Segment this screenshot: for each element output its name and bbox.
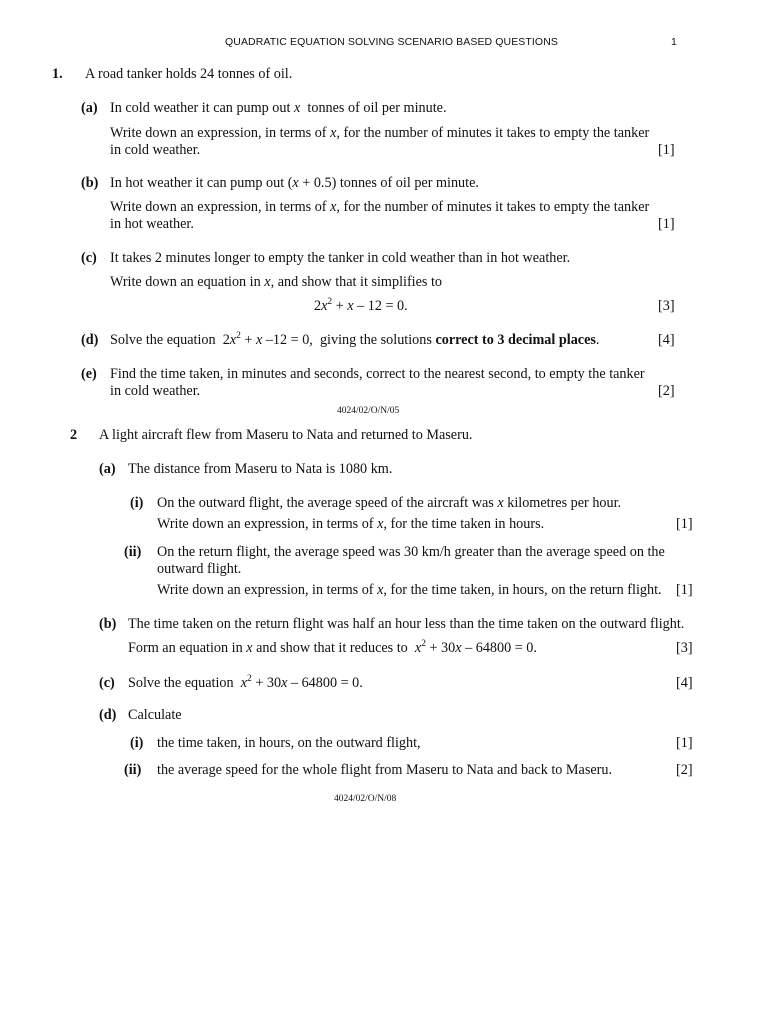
q2-part-a-i-line1: On the outward flight, the average speed of the aircraft was x kilometres per hour. xyxy=(157,495,622,511)
q2-part-b-label: (b) xyxy=(99,616,117,632)
q1-part-d-marks: [4] xyxy=(658,332,675,348)
q1-part-a-label: (a) xyxy=(81,100,98,116)
q1-part-a-line3: in cold weather. xyxy=(110,142,201,158)
q2-part-a-i-line2: Write down an expression, in terms of x, for the time taken in hours. xyxy=(157,516,545,532)
q2-part-a-text: The distance from Maseru to Nata is 1080 km. xyxy=(128,461,393,477)
q2-part-a-label: (a) xyxy=(99,461,116,477)
q2-part-a-i-label: (i) xyxy=(130,495,144,511)
q1-part-b-label: (b) xyxy=(81,175,99,191)
q2-part-a-ii-line1: On the return flight, the average speed was 30 km/h greater than the average speed on the xyxy=(157,544,665,560)
q2-part-d-i-marks: [1] xyxy=(676,735,693,751)
q1-part-b-line2: Write down an expression, in terms of x, for the number of minutes it takes to empty the tanker xyxy=(110,199,650,215)
q1-part-a-line2: Write down an expression, in terms of x, for the number of minutes it takes to empty the tanker xyxy=(110,125,650,141)
q2-part-a-ii-marks: [1] xyxy=(676,582,693,598)
q2-part-d-ii-text: the average speed for the whole flight from Maseru to Nata and back to Maseru. xyxy=(157,762,613,778)
q2-part-d-label: (d) xyxy=(99,707,117,723)
q2-source-reference: 4024/02/O/N/08 xyxy=(334,794,397,804)
q2-part-c-text: Solve the equation $x^2 + 30x - 64800 = 0$. xyxy=(128,674,363,691)
q2-part-d-i-label: (i) xyxy=(130,735,144,751)
q2-part-d-i-text: the time taken, in hours, on the outward flight, xyxy=(157,735,421,751)
q1-part-d-label: (d) xyxy=(81,332,99,348)
q2-part-d-text: Calculate xyxy=(128,707,182,723)
q1-part-a-line1: In cold weather it can pump out x tonnes of oil per minute. xyxy=(110,100,447,116)
q1-part-d-text: Solve the equation $2x^2 + x$ –12 = 0, giving the solutions correct to 3 decimal places. xyxy=(110,331,600,348)
question-1-number: 1. xyxy=(52,66,63,82)
q1-part-c-line1: It takes 2 minutes longer to empty the tanker in cold weather than in hot weather. xyxy=(110,250,571,266)
q2-part-a-ii-line3: Write down an expression, in terms of x, for the time taken, in hours, on the return flight. xyxy=(157,582,662,598)
q2-part-a-i-marks: [1] xyxy=(676,516,693,532)
question-1-stem: A road tanker holds 24 tonnes of oil. xyxy=(85,66,293,82)
q1-part-c-marks: [3] xyxy=(658,298,675,314)
q2-part-a-ii-label: (ii) xyxy=(124,544,142,560)
q1-source-reference: 4024/02/O/N/05 xyxy=(337,406,400,416)
q1-part-b-line1: In hot weather it can pump out (x + 0.5) tonnes of oil per minute. xyxy=(110,175,479,191)
q1-part-e-line2: in cold weather. xyxy=(110,383,201,399)
q1-part-b-line3: in hot weather. xyxy=(110,216,194,232)
q1-part-e-marks: [2] xyxy=(658,383,675,399)
q1-part-c-label: (c) xyxy=(81,250,97,266)
q1-part-e-label: (e) xyxy=(81,366,97,382)
question-2-number: 2 xyxy=(70,427,78,443)
page-header-title: QUADRATIC EQUATION SOLVING SCENARIO BASED QUESTIONS xyxy=(225,36,558,48)
q2-part-a-ii-line2: outward flight. xyxy=(157,561,242,577)
q2-part-b-line1: The time taken on the return flight was half an hour less than the time taken on the outward flight. xyxy=(128,616,685,632)
q2-part-c-marks: [4] xyxy=(676,675,693,691)
q1-part-b-marks: [1] xyxy=(658,216,675,232)
q2-part-c-label: (c) xyxy=(99,675,115,691)
q1-part-c-line2: Write down an equation in x, and show that it simplifies to xyxy=(110,274,443,290)
q2-part-b-marks: [3] xyxy=(676,640,693,656)
q2-part-d-ii-label: (ii) xyxy=(124,762,142,778)
q2-part-d-ii-marks: [2] xyxy=(676,762,693,778)
q1-part-c-equation: $2x^2 + x - 12 = 0$. xyxy=(314,297,408,314)
page-number: 1 xyxy=(671,36,677,48)
q2-part-b-line2: Form an equation in x and show that it reduces to $x^2 + 30x - 64800 = 0$. xyxy=(128,639,537,656)
question-2-stem: A light aircraft flew from Maseru to Nata and returned to Maseru. xyxy=(99,427,473,443)
q1-part-e-line1: Find the time taken, in minutes and seconds, correct to the nearest second, to empty the tanker xyxy=(110,366,645,382)
q1-part-a-marks: [1] xyxy=(658,142,675,158)
